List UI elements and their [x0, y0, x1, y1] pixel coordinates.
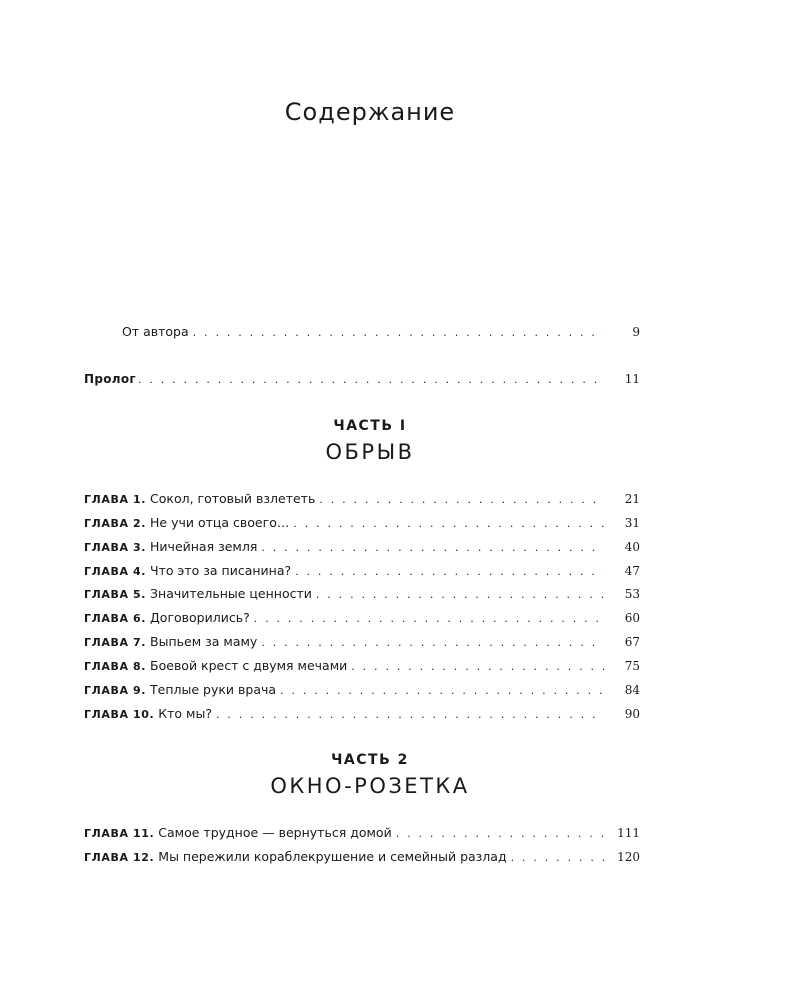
chapter-title: Кто мы?	[158, 706, 212, 721]
toc-page-number: 40	[624, 540, 640, 554]
toc-entry-prologue[interactable]	[84, 372, 640, 392]
toc-page-number: 90	[624, 707, 640, 721]
toc-entry-chapter-2[interactable]	[84, 515, 640, 535]
toc-page-number: 111	[617, 826, 640, 840]
page-title: Содержание	[284, 98, 456, 126]
toc-page-number: 75	[624, 659, 640, 673]
chapter-label: ГЛАВА 9.	[84, 684, 147, 697]
chapter-title: Мы пережили кораблекрушение и семейный разлад	[158, 849, 507, 864]
chapter-label: ГЛАВА 2.	[84, 517, 147, 530]
toc-page-number: 67	[624, 635, 640, 649]
dot-leader	[511, 851, 604, 864]
chapter-title: Что это за писанина?	[150, 563, 292, 578]
toc-page-number: 60	[624, 611, 640, 625]
toc-page-number: 31	[624, 516, 640, 530]
toc-page-number: 21	[624, 492, 640, 506]
part-label: ЧАСТЬ 2	[331, 752, 409, 768]
toc-page-number: 9	[632, 325, 640, 339]
toc-page-number: 120	[617, 850, 640, 864]
dot-leader	[351, 660, 604, 673]
dot-leader	[316, 588, 604, 601]
chapter-label: ГЛАВА 4.	[84, 565, 147, 578]
toc-entry-chapter-10[interactable]	[84, 706, 640, 726]
toc-page-number: 53	[624, 587, 640, 601]
dot-leader	[295, 565, 604, 578]
chapter-title: Самое трудное — вернуться домой	[158, 825, 392, 840]
toc-entry-title: Пролог	[84, 372, 136, 386]
toc-entry-chapter-8[interactable]	[84, 658, 640, 678]
chapter-label: ГЛАВА 6.	[84, 612, 147, 625]
toc-page-number: 11	[624, 372, 640, 386]
dot-leader	[216, 708, 604, 721]
chapter-title: Не учи отца своего…	[150, 515, 290, 530]
toc-page-number: 47	[624, 564, 640, 578]
toc-page-number: 84	[624, 683, 640, 697]
dot-leader	[293, 517, 604, 530]
part-title: ОКНО-РОЗЕТКА	[270, 774, 470, 798]
chapter-label: ГЛАВА 5.	[84, 588, 147, 601]
toc-entry-chapter-3[interactable]	[84, 539, 640, 559]
toc-entry-chapter-4[interactable]	[84, 563, 640, 583]
toc-entry-chapter-6[interactable]	[84, 610, 640, 630]
toc-entry-chapter-11[interactable]	[84, 825, 640, 845]
dot-leader	[193, 326, 604, 339]
part-label: ЧАСТЬ I	[333, 418, 407, 434]
chapter-title: Ничейная земля	[150, 539, 258, 554]
dot-leader	[319, 493, 604, 506]
dot-leader	[138, 373, 604, 386]
part-title: ОБРЫВ	[325, 440, 415, 464]
chapter-label: ГЛАВА 1.	[84, 493, 147, 506]
chapter-label: ГЛАВА 11.	[84, 827, 155, 840]
toc-entry-chapter-9[interactable]	[84, 682, 640, 702]
chapter-title: Боевой крест с двумя мечами	[150, 658, 348, 673]
chapter-title: Сокол, готовый взлететь	[150, 491, 316, 506]
dot-leader	[261, 636, 604, 649]
dot-leader	[254, 612, 604, 625]
toc-entry-chapter-12[interactable]	[84, 849, 640, 869]
chapter-title: Значительные ценности	[150, 586, 312, 601]
dot-leader	[261, 541, 604, 554]
toc-entry-chapter-1[interactable]	[84, 491, 640, 511]
toc-entry-author-note[interactable]	[122, 324, 640, 344]
chapter-label: ГЛАВА 3.	[84, 541, 147, 554]
chapter-label: ГЛАВА 10.	[84, 708, 155, 721]
chapter-label: ГЛАВА 8.	[84, 660, 147, 673]
dot-leader	[396, 827, 604, 840]
chapter-label: ГЛАВА 12.	[84, 851, 155, 864]
dot-leader	[280, 684, 604, 697]
chapter-title: Теплые руки врача	[150, 682, 277, 697]
toc-entry-title: От автора	[122, 324, 189, 339]
toc-entry-chapter-7[interactable]	[84, 634, 640, 654]
chapter-label: ГЛАВА 7.	[84, 636, 147, 649]
toc-entry-chapter-5[interactable]	[84, 586, 640, 606]
chapter-title: Договорились?	[150, 610, 250, 625]
chapter-title: Выпьем за маму	[150, 634, 258, 649]
